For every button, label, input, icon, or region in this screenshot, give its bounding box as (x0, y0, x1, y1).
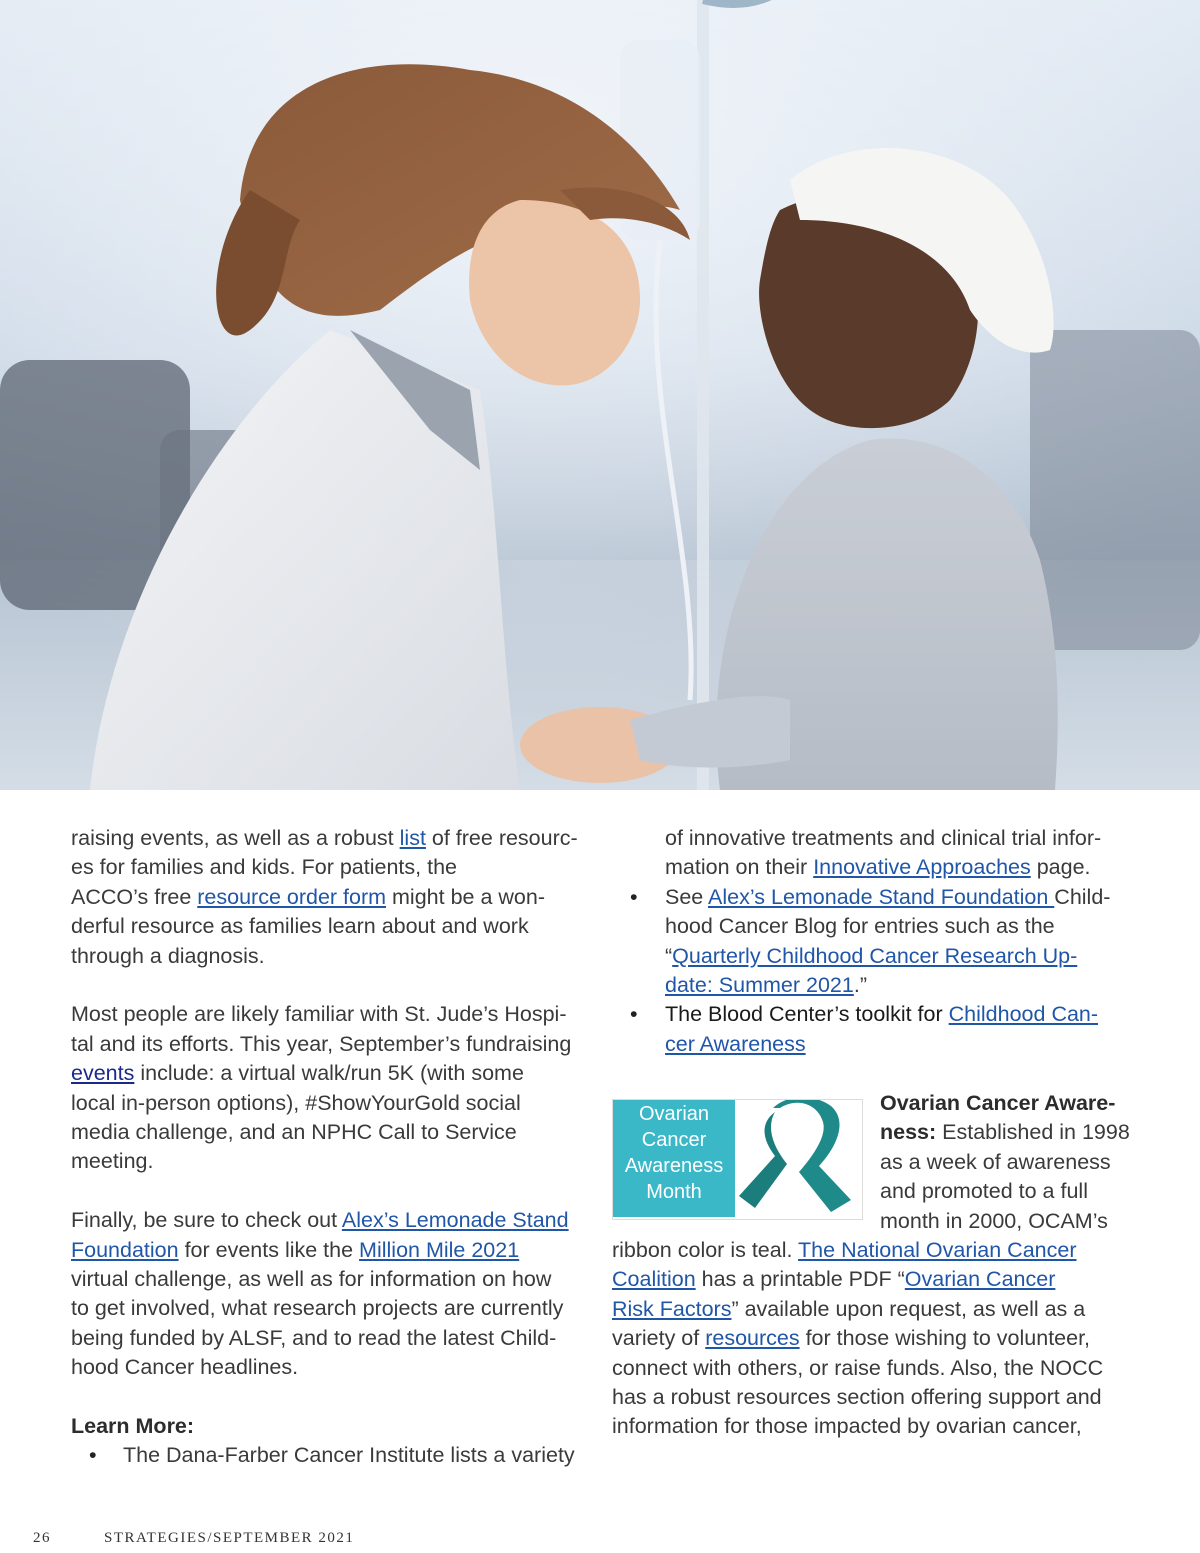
text-span: Child- (1054, 884, 1111, 909)
innovative-approaches-link[interactable]: Innovative Approaches (813, 855, 1031, 880)
nocc-link[interactable]: The National Ovarian Cancer (798, 1238, 1077, 1262)
text-span: of free resourc- (425, 826, 578, 850)
text-span: for events like the (178, 1237, 360, 1262)
text-span: include: a virtual walk/run 5K (with some (134, 1061, 524, 1086)
teal-ribbon-icon (735, 1100, 861, 1217)
text-line: Most people are likely familiar with St. Jude’s Hospi- (71, 1002, 567, 1027)
text-line: es for families and kids. For patients, the (71, 855, 457, 880)
text-span: might be a won- (386, 884, 545, 909)
ocam-section (880, 1089, 1140, 1236)
learn-more-section (71, 1412, 601, 1471)
badge-panel (579, 1100, 735, 1217)
text-span: mation on their (665, 855, 814, 880)
badge-line1: Ovarian (638, 1103, 710, 1125)
text-line: to get involved, what research projects are currently (71, 1296, 564, 1321)
text-span: Established in 1998 (936, 1120, 1130, 1145)
research-update-link-cont[interactable]: date: Summer 2021 (665, 973, 854, 998)
text-span: for those wishing to volunteer, (799, 1326, 1091, 1351)
text-line: month in 2000, OCAM’s (880, 1208, 1108, 1233)
publication-label: STRATEGIES/SEPTEMBER 2021 (104, 1530, 355, 1546)
risk-factors-link[interactable]: Ovarian Cancer (904, 1267, 1056, 1292)
badge-line4: Month (646, 1181, 702, 1203)
text-span: The Blood Center’s toolkit for (665, 1002, 949, 1027)
footer (33, 1530, 51, 1547)
text-line: local in-person options), #ShowYourGold social (71, 1090, 521, 1115)
nocc-link-cont[interactable]: Coalition (612, 1267, 696, 1292)
text-span: raising events, as well as a robust (71, 826, 400, 850)
research-update-link[interactable]: Quarterly Childhood Cancer Research Up- (672, 943, 1078, 968)
text-span: Finally, be sure to check out (71, 1208, 342, 1233)
risk-factors-link-cont[interactable]: Risk Factors (612, 1296, 732, 1321)
childhood-cancer-awareness-link[interactable]: Childhood Can- (948, 1002, 1099, 1027)
text-line: meeting. (71, 1149, 154, 1174)
text-span: ribbon color is teal. (612, 1238, 799, 1262)
text-line: derful resource as families learn about and work (71, 914, 529, 939)
text-line: virtual challenge, as well as for information on how (71, 1267, 552, 1292)
text-line: as a week of awareness (880, 1149, 1111, 1174)
text-span: has a printable PDF “ (695, 1267, 905, 1292)
paragraph-st-jude (71, 1000, 601, 1176)
text-span: variety of (612, 1326, 706, 1351)
page-number: 26 (33, 1530, 51, 1546)
text-line: media challenge, and an NPHC Call to Service (71, 1120, 517, 1145)
text-line: connect with others, or raise funds. Also, the NOCC (612, 1355, 1104, 1380)
events-link[interactable]: events (71, 1061, 135, 1086)
learn-more-heading: Learn More: (71, 1414, 195, 1439)
footer-publication (104, 1530, 354, 1547)
text-span: .” (853, 973, 867, 998)
badge-line3: Awareness (624, 1155, 724, 1177)
bullet-blood-center (612, 1000, 1142, 1029)
alsf-blog-link[interactable]: Alex’s Lemonade Stand Foundation (708, 884, 1055, 909)
left-column (71, 824, 601, 1471)
text-line: being funded by ALSF, and to read the latest Child- (71, 1325, 557, 1350)
ocam-section-full-width (612, 1236, 1142, 1442)
ocam-heading-cont: ness: (880, 1120, 937, 1145)
alsf-foundation-link[interactable]: Foundation (71, 1237, 179, 1262)
million-mile-link[interactable]: Million Mile 2021 (359, 1237, 520, 1262)
list-link[interactable]: list (399, 826, 426, 850)
text-line: tal and its efforts. This year, September’s fundraising (71, 1031, 572, 1056)
badge-line2: Cancer (641, 1129, 707, 1151)
text-span: “ (665, 943, 673, 968)
text-line: information for those impacted by ovarian cancer, (612, 1414, 1082, 1439)
resources-link[interactable]: resources (705, 1326, 800, 1351)
text-line: and promoted to a full (880, 1179, 1088, 1204)
text-span: See (665, 884, 709, 909)
bullet-continuation: of innovative treatments and clinical trial infor- (665, 826, 1102, 850)
text-span: ACCO’s free (71, 884, 198, 909)
alsf-link[interactable]: Alex’s Lemonade Stand (341, 1208, 569, 1233)
childhood-cancer-awareness-link-cont[interactable]: cer Awareness (665, 1031, 806, 1056)
right-column (612, 824, 1142, 1059)
text-line: has a robust resources section offering support and (612, 1385, 1102, 1410)
badge-plus: + (579, 1104, 591, 1126)
text-line: through a diagnosis. (71, 943, 265, 968)
text-line: hood Cancer Blog for entries such as the (665, 914, 1055, 939)
ocam-badge (579, 1099, 863, 1220)
text-span: ” available upon request, as well as a (731, 1296, 1086, 1321)
text-line: hood Cancer headlines. (71, 1355, 299, 1380)
bullet-alsf-blog (612, 883, 1142, 912)
bullet-dana-farber: • The Dana-Farber Cancer Institute lists a variety (71, 1441, 601, 1470)
paragraph-resources (71, 824, 601, 971)
ocam-heading: Ovarian Cancer Aware- (880, 1091, 1116, 1115)
paragraph-alsf (71, 1206, 601, 1382)
resource-order-form-link[interactable]: resource order form (197, 884, 387, 909)
text-span: page. (1030, 855, 1091, 880)
